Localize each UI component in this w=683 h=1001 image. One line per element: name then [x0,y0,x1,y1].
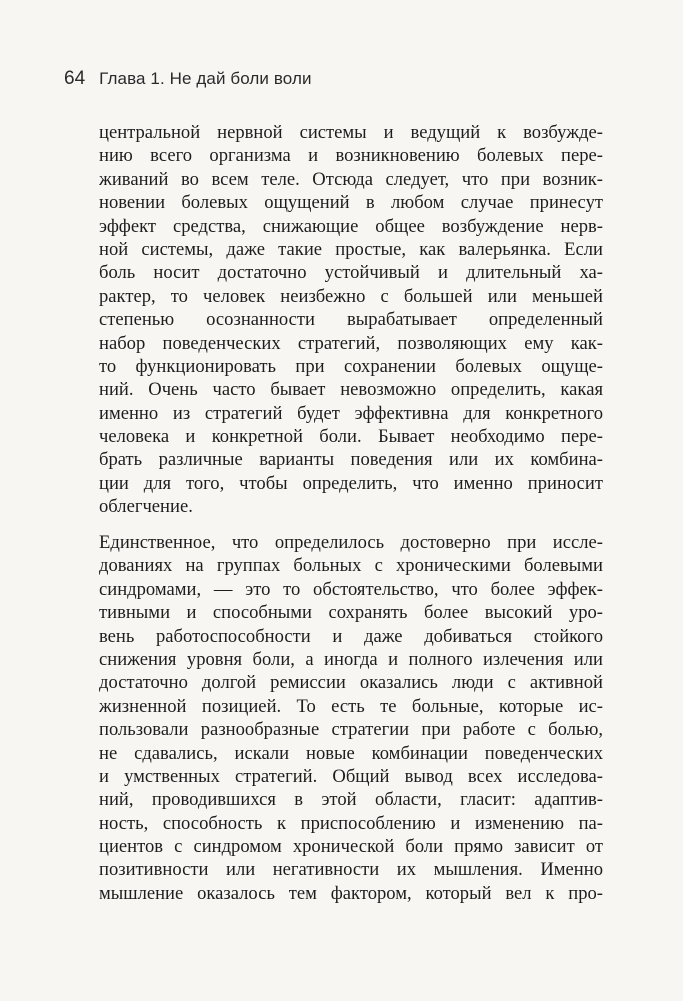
page-number: 64 [64,68,86,89]
text-line: ний. Очень часто бывает невозможно определить, какая [99,379,603,401]
text-line: ний, проводившихся в этой области, гласит: адаптив- [99,789,603,811]
text-line: рактер, то человек неизбежно с большей или меньшей [99,285,603,307]
text-line: Единственное, что определилось достоверно при иссле- [99,532,603,553]
text-line: ной системы, даже такие простые, как валерьянка. Если [99,238,603,260]
text-line: человека и конкретной боли. Бывает необходимо пере- [99,426,603,448]
paragraph-2 [99,531,603,905]
text-line: именно из стратегий будет эффективна для конкретного [99,402,603,424]
text-line: позитивности или негативности их мышления. Именно [99,859,603,881]
text-line: жизненной позицией. То есть те больные, которые ис- [99,695,603,717]
text-line: синдромами, — это то обстоятельство, что более эффек- [99,578,603,600]
text-line: степенью осознанности вырабатывает определенный [99,309,603,331]
text-line: пользовали разнообразные стратегии при работе с болью, [99,719,603,741]
text-line: вень работоспособности и даже добиваться стойкого [99,625,603,647]
text-line: набор поведенческих стратегий, позволяющих ему как- [99,332,603,354]
running-head [64,66,624,92]
text-line: не сдавались, искали новые комбинации поведенческих [99,742,603,764]
text-line: ции для того, чтобы определить, что именно приносит [99,472,603,494]
text-line: облегчение. [99,496,193,518]
text-line: центральной нервной системы и ведущий к возбужде- [99,122,603,143]
text-line: достаточно долгой ремиссии оказались люди с активной [99,672,603,694]
text-line: живаний во всем теле. Отсюда следует, что при возник- [99,168,603,190]
text-line: циентов с синдромом хронической боли прямо зависит от [99,836,603,858]
text-line: снижения уровня боли, а иногда и полного излечения или [99,648,603,670]
text-line: эффект средства, снижающие общее возбуждение нерв- [99,215,603,237]
text-line: ность, способность к приспособлению и изменению па- [99,812,603,834]
text-line: брать различные варианты поведения или их комбина- [99,449,603,471]
text-line: боль носит достаточно устойчивый и длительный ха- [99,262,603,284]
chapter-title: Глава 1. Не дай боли воли [99,69,312,88]
text-line: новении болевых ощущений в любом случае принесут [99,192,603,214]
text-line: мышление оказалось тем фактором, который вел к про- [99,882,603,904]
text-line: и умственных стратегий. Общий вывод всех исследова- [99,765,603,787]
text-line: дованиях на группах больных с хроническими болевыми [99,555,603,577]
text-line: то функционировать при сохранении болевых ощуще- [99,355,603,377]
paragraph-1 [99,121,603,519]
text-line: нию всего организма и возникновению болевых пере- [99,145,603,167]
text-line: тивными и способными сохранять более высокий уро- [99,602,603,624]
